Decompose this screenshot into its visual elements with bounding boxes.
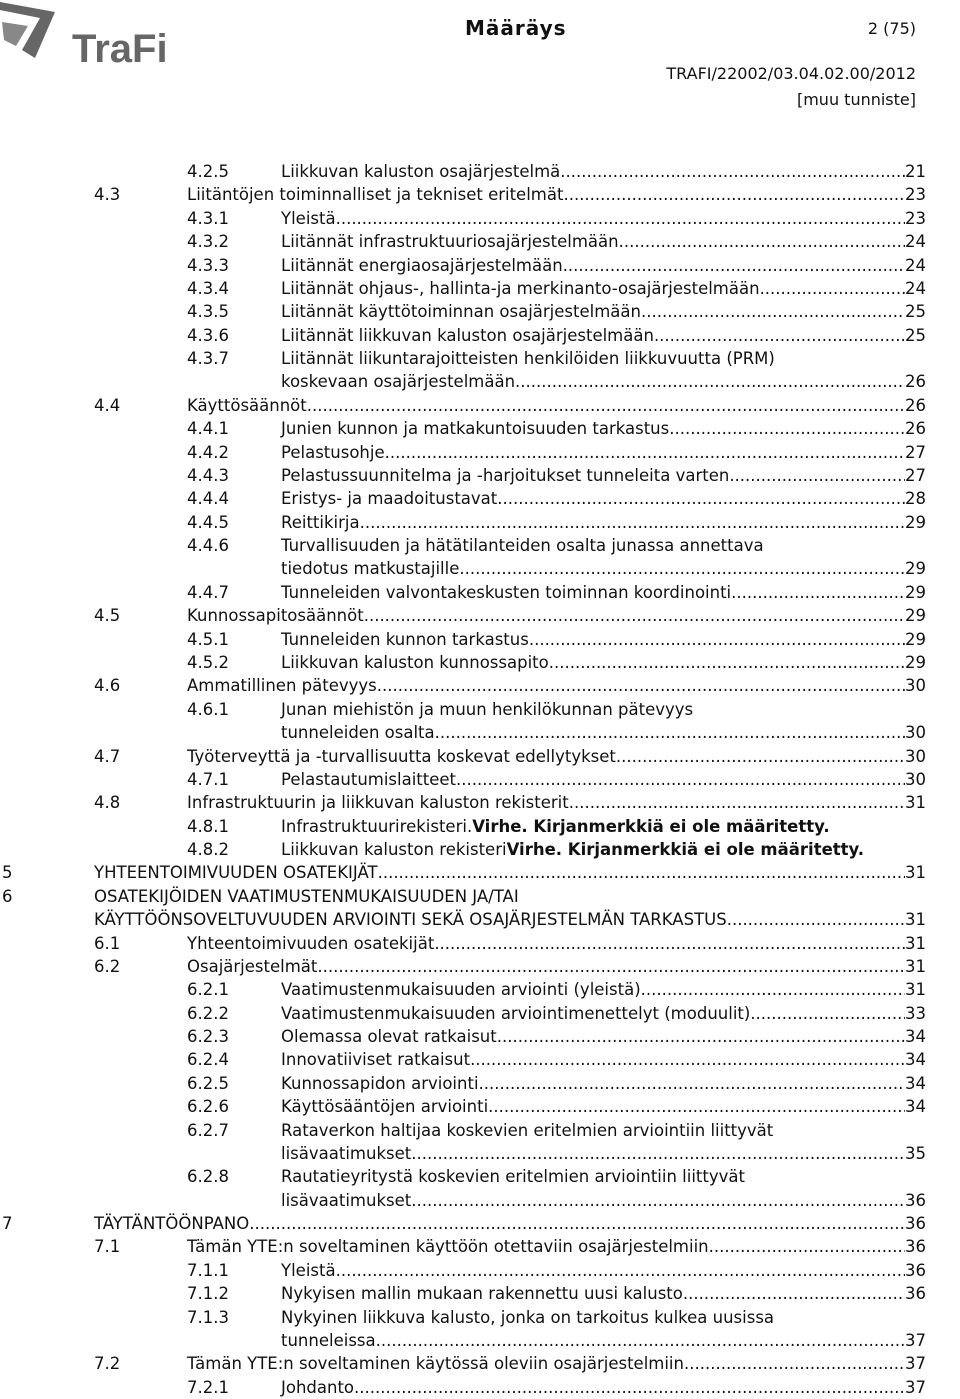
trafi-logo: [0, 0, 225, 80]
toc-entry-title: lisävaatimukset: [281, 1190, 412, 1210]
toc-entry-page: 30: [905, 769, 926, 789]
toc-entry-number: 4.3.4: [187, 278, 229, 298]
toc-entry-title: TÄYTÄNTÖÖNPANO: [94, 1214, 250, 1234]
toc-entry-number: 6.2: [94, 956, 121, 976]
toc-entry[interactable]: [0, 651, 926, 674]
dot-leader: [750, 1002, 905, 1025]
toc-entry-page: 27: [905, 442, 926, 462]
toc-entry-page: 29: [905, 629, 926, 649]
toc-entry-page: 26: [905, 372, 926, 392]
toc-entry-title: Työterveyttä ja -turvallisuutta koskevat edellytykset: [187, 746, 616, 766]
toc-entry[interactable]: [0, 1282, 926, 1305]
toc-entry-page: 36: [905, 1260, 926, 1280]
toc-entry-title: Liitännät infrastruktuuriosajärjestelmään: [281, 232, 619, 252]
toc-entry-title: Liitännät liikkuvan kaluston osajärjestelmään: [281, 325, 654, 345]
toc-entry[interactable]: [0, 1165, 926, 1188]
toc-entry-page: 37: [905, 1377, 926, 1397]
document-type: Määräys: [465, 16, 567, 40]
dot-leader: [376, 1329, 905, 1352]
toc-entry[interactable]: [0, 557, 926, 580]
dot-leader: [709, 1235, 905, 1258]
toc-entry[interactable]: [0, 230, 926, 253]
toc-entry-number: 4.3.7: [187, 349, 229, 369]
toc-entry-number: 6.2.4: [187, 1050, 229, 1070]
toc-entry-page: 29: [905, 606, 926, 626]
toc-entry-title: Tunneleiden valvontakeskusten toiminnan koordinointi: [281, 582, 732, 602]
toc-entry-number: 6.2.7: [187, 1120, 229, 1140]
toc-entry-number: 6.2.8: [187, 1167, 229, 1187]
toc-entry-page: 37: [905, 1354, 926, 1374]
toc-entry[interactable]: [0, 487, 926, 510]
toc-entry-page: 29: [905, 512, 926, 532]
toc-entry[interactable]: [0, 1329, 926, 1352]
toc-entry-title: Liikkuvan kaluston osajärjestelmä: [281, 162, 561, 181]
toc-entry-title: Osajärjestelmät: [187, 956, 318, 976]
toc-entry-number: 4.4.5: [187, 512, 229, 532]
toc-entry-number: 4.6.1: [187, 699, 229, 719]
toc-entry-page: 31: [905, 910, 926, 930]
toc-entry-page: 36: [905, 1237, 926, 1257]
dot-leader: [529, 628, 905, 651]
toc-entry-title: Liitännät käyttötoiminnan osajärjestelmään: [281, 302, 641, 322]
dot-leader: [317, 955, 905, 978]
toc-entry[interactable]: [0, 885, 926, 908]
toc-entry[interactable]: [0, 347, 926, 370]
toc-entry[interactable]: [0, 674, 926, 697]
toc-entry-number: 4.3.3: [187, 255, 229, 275]
toc-entry[interactable]: [0, 1048, 926, 1071]
toc-entry[interactable]: [0, 698, 926, 721]
toc-entry-number: 4.7: [94, 746, 121, 766]
toc-entry-title: Liitäntöjen toiminnalliset ja tekniset eritelmät: [187, 185, 564, 205]
toc-entry[interactable]: [0, 441, 926, 464]
dot-leader: [354, 1376, 905, 1399]
toc-entry[interactable]: [0, 1235, 926, 1258]
dot-leader: [619, 230, 905, 253]
toc-entry[interactable]: [0, 277, 926, 300]
toc-entry-page: 27: [905, 465, 926, 485]
toc-entry-title: Käyttösääntöjen arviointi: [281, 1097, 489, 1117]
toc-entry-number: 6.2.6: [187, 1097, 229, 1117]
toc-entry-number: 4.8.2: [187, 840, 229, 860]
dot-leader: [488, 1095, 905, 1118]
toc-entry[interactable]: [0, 183, 926, 206]
toc-entry[interactable]: [0, 1189, 926, 1212]
toc-entry[interactable]: [0, 1376, 926, 1399]
dot-leader: [385, 441, 905, 464]
toc-entry-title: Liikkuvan kaluston rekisteri: [281, 840, 507, 860]
toc-entry-number: 7.2.1: [187, 1377, 229, 1397]
toc-entry-number: 4.3: [94, 185, 121, 205]
toc-entry-page: 34: [905, 1073, 926, 1093]
toc-entry-number: 4.4.3: [187, 465, 229, 485]
toc-entry-number: 4.4.1: [187, 419, 229, 439]
toc-entry-page: 28: [905, 489, 926, 509]
toc-entry[interactable]: [0, 1072, 926, 1095]
toc-entry-page: 36: [905, 1214, 926, 1234]
toc-entry-number: 7.1: [94, 1237, 121, 1257]
toc-entry-title: Yhteentoimivuuden osatekijät: [187, 933, 435, 953]
toc-entry-number: 7.1.1: [187, 1260, 229, 1280]
toc-entry-number: 6.1: [94, 933, 121, 953]
toc-entry-number: 6.2.3: [187, 1027, 229, 1047]
toc-entry-title: Kunnossapidon arviointi: [281, 1073, 479, 1093]
dot-leader: [563, 183, 905, 206]
toc-entry[interactable]: [0, 324, 926, 347]
toc-entry-title: YHTEENTOIMIVUUDEN OSATEKIJÄT: [94, 863, 378, 883]
dot-leader: [479, 1072, 905, 1095]
bookmark-error: Virhe. Kirjanmerkkiä ei ole määritetty.: [506, 840, 865, 860]
dot-leader: [411, 1142, 905, 1165]
toc-entry-page: 37: [905, 1331, 926, 1350]
toc-entry[interactable]: [0, 160, 926, 183]
toc-entry-title: Liikkuvan kaluston kunnossapito: [281, 652, 549, 672]
dot-leader: [470, 1048, 905, 1071]
dot-leader: [569, 791, 905, 814]
toc-entry[interactable]: [0, 1025, 926, 1048]
dot-leader: [515, 370, 905, 393]
toc-entry[interactable]: [0, 955, 926, 978]
dot-leader: [684, 1352, 905, 1375]
toc-entry-page: 29: [905, 652, 926, 672]
toc-entry-number: 4.4.6: [187, 536, 229, 556]
dot-leader: [641, 300, 905, 323]
toc-entry[interactable]: [0, 838, 926, 861]
dot-leader: [435, 721, 905, 744]
toc-entry-page: 30: [905, 676, 926, 696]
toc-entry[interactable]: [0, 932, 926, 955]
toc-entry[interactable]: [0, 978, 926, 1001]
toc-entry-number: 6: [2, 886, 13, 906]
dot-leader: [360, 511, 905, 534]
dot-leader: [411, 1189, 905, 1212]
toc-entry[interactable]: [0, 370, 926, 393]
toc-entry-title: Turvallisuuden ja hätätilanteiden osalta junassa annettava: [281, 536, 764, 556]
toc-entry-number: 6.2.1: [187, 980, 229, 1000]
toc-entry[interactable]: [0, 581, 926, 604]
toc-entry-title: Rautatieyritystä koskevien eritelmien arviointiin liittyvät: [281, 1167, 745, 1187]
toc-entry-page: 35: [905, 1143, 926, 1163]
toc-entry-title: Ammatillinen pätevyys: [187, 676, 377, 696]
toc-entry-number: 4.3.6: [187, 325, 229, 345]
dot-leader: [336, 207, 905, 230]
toc-entry-title: Innovatiiviset ratkaisut: [281, 1050, 471, 1070]
toc-entry[interactable]: [0, 1259, 926, 1282]
toc-entry[interactable]: [0, 394, 926, 417]
toc-entry-number: 4.8: [94, 793, 121, 813]
toc-entry-title: OSATEKIJÖIDEN VAATIMUSTENMUKAISUUDEN JA/TAI: [94, 886, 519, 906]
dot-leader: [641, 978, 905, 1001]
toc-entry[interactable]: [0, 1212, 926, 1235]
toc-entry-number: 6.2.5: [187, 1073, 229, 1093]
dot-leader: [654, 324, 905, 347]
toc-entry-page: 31: [905, 956, 926, 976]
toc-entry-number: 4.3.2: [187, 232, 229, 252]
toc-entry-page: 24: [905, 232, 926, 252]
toc-entry[interactable]: [0, 908, 926, 931]
toc-entry-page: 30: [905, 746, 926, 766]
dot-leader: [683, 1282, 905, 1305]
toc-entry-page: 25: [905, 302, 926, 322]
page-number: 2 (75): [867, 19, 916, 38]
toc-entry[interactable]: [0, 745, 926, 768]
toc-entry-number: 4.4.4: [187, 489, 229, 509]
dot-leader: [497, 487, 905, 510]
toc-entry-page: 31: [905, 980, 926, 1000]
logo-text: TraFi: [72, 27, 168, 71]
toc-entry-page: 31: [905, 933, 926, 953]
toc-entry-title: Kunnossapitosäännöt: [187, 606, 364, 626]
toc-entry-title: Infrastruktuurirekisteri.: [281, 816, 473, 836]
toc-entry-title: Yleistä: [281, 1260, 336, 1280]
toc-entry-number: 4.4.2: [187, 442, 229, 462]
toc-entry-number: 4.8.1: [187, 816, 229, 836]
toc-entry-number: 4.3.5: [187, 302, 229, 322]
toc-entry-page: 24: [905, 278, 926, 298]
toc-entry[interactable]: [0, 464, 926, 487]
toc-entry-page: 31: [905, 793, 926, 813]
toc-entry[interactable]: [0, 300, 926, 323]
toc-entry-title: Junien kunnon ja matkakuntoisuuden tarkastus: [281, 419, 670, 439]
toc-entry-title: tunneleissa: [281, 1331, 376, 1350]
toc-entry-number: 4.4.7: [187, 582, 229, 602]
toc-entry-title: Junan miehistön ja muun henkilökunnan pätevyys: [281, 699, 694, 719]
toc-entry-title: lisävaatimukset: [281, 1143, 412, 1163]
toc-entry-number: 4.5.1: [187, 629, 229, 649]
toc-entry-page: 26: [905, 395, 926, 415]
toc-entry[interactable]: [0, 604, 926, 627]
dot-leader: [727, 908, 905, 931]
toc-entry-page: 23: [905, 185, 926, 205]
toc-entry-title: Liitännät ohjaus-, hallinta-ja merkinanto-osajärjestelmään: [281, 278, 760, 298]
dot-leader: [616, 745, 905, 768]
toc-entry-title: Pelastusohje: [281, 442, 385, 462]
toc-entry[interactable]: [0, 768, 926, 791]
toc-entry-page: 34: [905, 1097, 926, 1117]
dot-leader: [560, 160, 905, 183]
toc-entry-page: 23: [905, 208, 926, 228]
toc-entry-title: Pelastussuunnitelma ja -harjoitukset tunneleita varten: [281, 465, 730, 485]
toc-entry[interactable]: [0, 534, 926, 557]
dot-leader: [563, 254, 905, 277]
dot-leader: [760, 277, 905, 300]
toc-entry-page: 21: [905, 162, 926, 181]
toc-entry[interactable]: [0, 861, 926, 884]
toc-entry-title: Liitännät energiaosajärjestelmään: [281, 255, 563, 275]
dot-leader: [497, 1025, 905, 1048]
toc-entry-title: Infrastruktuurin ja liikkuvan kaluston rekisterit: [187, 793, 569, 813]
toc-entry-page: 34: [905, 1027, 926, 1047]
dot-leader: [378, 861, 905, 884]
toc-entry-number: 4.7.1: [187, 769, 229, 789]
toc-entry-number: 5: [2, 863, 13, 883]
toc-entry-title: Olemassa olevat ratkaisut: [281, 1027, 497, 1047]
toc-entry[interactable]: [0, 1002, 926, 1025]
toc-entry-title: Tämän YTE:n soveltaminen käyttöön otettaviin osajärjestelmiin: [187, 1237, 709, 1257]
dot-leader: [377, 674, 905, 697]
toc-entry-page: 34: [905, 1050, 926, 1070]
bookmark-error: Virhe. Kirjanmerkkiä ei ole määritetty.: [472, 816, 830, 836]
toc-entry-page: 29: [905, 559, 926, 579]
toc-entry-title: Liitännät liikuntarajoitteisten henkilöiden liikkuvuutta (PRM): [281, 349, 775, 369]
document-identifier: [muu tunniste]: [796, 90, 916, 109]
toc-entry-number: 6.2.2: [187, 1003, 229, 1023]
toc-entry-title: Nykyisen mallin mukaan rakennettu uusi kalusto: [281, 1284, 683, 1304]
dot-leader: [549, 651, 905, 674]
toc-entry[interactable]: [0, 628, 926, 651]
toc-entry[interactable]: [0, 721, 926, 744]
toc-entry[interactable]: [0, 1095, 926, 1118]
dot-leader: [456, 768, 905, 791]
toc-entry-title: Nykyinen liikkuva kalusto, jonka on tarkoitus kulkea uusissa: [281, 1307, 775, 1327]
dot-leader: [336, 1259, 905, 1282]
toc-entry-title: tunneleiden osalta: [281, 723, 435, 743]
toc-entry-page: 36: [905, 1284, 926, 1304]
toc-entry-number: 7.1.2: [187, 1284, 229, 1304]
toc-entry-title: Pelastautumislaitteet: [281, 769, 457, 789]
dot-leader: [307, 394, 905, 417]
toc-entry-title: Tunneleiden kunnon tarkastus: [281, 629, 529, 649]
toc-entry[interactable]: [0, 417, 926, 440]
toc-entry-title: Tämän YTE:n soveltaminen käytössä oleviin osajärjestelmiin: [187, 1354, 684, 1374]
toc-entry-number: 7: [2, 1214, 13, 1234]
toc-entry[interactable]: [0, 1119, 926, 1142]
toc-entry-title: Rataverkon haltijaa koskevien eritelmien arviointiin liittyvät: [281, 1120, 774, 1140]
toc-entry-page: 36: [905, 1190, 926, 1210]
toc-entry-number: 4.6: [94, 676, 121, 696]
toc-entry[interactable]: [0, 1306, 926, 1329]
toc-entry[interactable]: [0, 815, 926, 838]
dot-leader: [669, 417, 905, 440]
toc-entry-number: 4.3.1: [187, 208, 229, 228]
dot-leader: [459, 557, 905, 580]
toc-entry-title: Reittikirja: [281, 512, 360, 532]
toc-entry-title: koskevaan osajärjestelmään: [281, 372, 516, 392]
toc-entry-number: 4.5: [94, 606, 121, 626]
toc-entry-title: tiedotus matkustajille: [281, 559, 460, 579]
toc-entry-title: Yleistä: [281, 208, 336, 228]
toc-entry-title: Johdanto: [281, 1377, 355, 1397]
toc-entry-page: 30: [905, 723, 926, 743]
dot-leader: [364, 604, 905, 627]
dot-leader: [434, 932, 905, 955]
toc-entry[interactable]: [0, 791, 926, 814]
toc-entry[interactable]: [0, 1352, 926, 1375]
toc-entry-title: Vaatimustenmukaisuuden arviointi (yleistä): [281, 980, 641, 1000]
toc-entry-title: Käyttösäännöt: [187, 395, 307, 415]
toc-entry-page: 25: [905, 325, 926, 345]
toc-entry-number: 4.4: [94, 395, 121, 415]
toc-entry-page: 29: [905, 582, 926, 602]
toc-entry-page: 24: [905, 255, 926, 275]
toc-entry-page: 26: [905, 419, 926, 439]
dot-leader: [249, 1212, 905, 1235]
document-reference: TRAFI/22002/03.04.02.00/2012: [666, 64, 916, 83]
toc-entry-number: 4.5.2: [187, 652, 229, 672]
toc-entry[interactable]: [0, 1142, 926, 1165]
toc-entry-number: 4.2.5: [187, 162, 229, 181]
toc-entry-title: Eristys- ja maadoitustavat: [281, 489, 498, 509]
toc-entry[interactable]: [0, 254, 926, 277]
toc-entry[interactable]: [0, 511, 926, 534]
toc-entry-page: 33: [905, 1003, 926, 1023]
dot-leader: [731, 581, 905, 604]
toc-entry-title: Vaatimustenmukaisuuden arviointimenettelyt (moduulit): [281, 1003, 751, 1023]
dot-leader: [729, 464, 905, 487]
toc-entry-page: 31: [905, 863, 926, 883]
toc-entry-number: 7.1.3: [187, 1307, 229, 1327]
toc-entry-number: 7.2: [94, 1354, 121, 1374]
toc-entry-title: KÄYTTÖÖNSOVELTUVUUDEN ARVIOINTI SEKÄ OSAJÄRJESTELMÄN TARKASTUS: [94, 910, 727, 930]
toc-entry[interactable]: [0, 207, 926, 230]
